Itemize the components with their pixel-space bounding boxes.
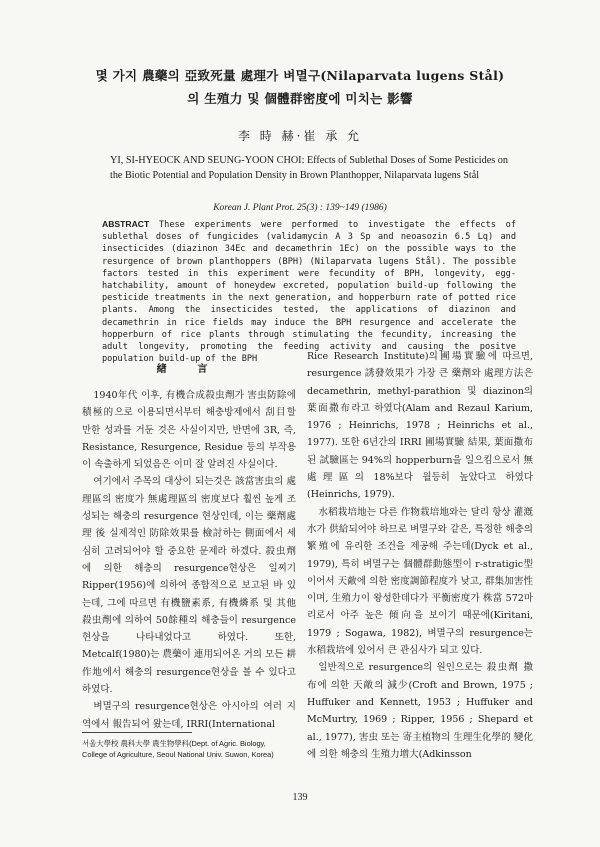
title-line-1: 몇 가지 農藥의 亞致死量 處理가 벼멸구(Nilaparvata lugens Stål): [95, 68, 505, 83]
right-paragraph-2: 水稻栽培地는 다른 作物栽培地와는 달리 항상 灌漑水가 供給되어야 하므로 벼멸구와 같은, 특정한 해충의 繁殖에 유리한 조건을 제공해 주는데(Dyck et al., 1979), 특히 벼멸구는 個體群動態型이 r-stratigic型이어서 天敵에 의한 密度調節程度가 낮고, 群集加害性이며, 生殖力이 왕성한데다가 平衡密度가 株當 572마리로서 아주 높은 傾向을 보이기 때문에(Kiritani, 1979 ; Sogawa, 1982), 벼멸구의 resurgence는 水稻栽培에 있어서 큰 관심사가 되고 있다.: [307, 506, 533, 657]
abstract: [102, 218, 516, 365]
left-paragraph-3: 벼멸구의 resurgence현상은 아시아의 여러 지역에서 報告되어 왔는데, IRRI(International: [82, 701, 296, 730]
right-paragraph-3: 일반적으로 resurgence의 원인으로는 殺虫劑 撒布에 의한 天敵의 減少(Croft and Brown, 1975 ; Huffuker and Kennett, 1953 ; Huffuker and McMurtry, 1969 ; Ripper, 1956 ; Shepard et al., 1977), 害虫 또는 寄主植物의 生理生化學的 變化에 의한 해충의 生殖力增大(Adkinsson: [307, 662, 533, 760]
abstract-text: These experiments were performed to investigate the effects of sublethal doses of fungicides (validamycin A 3 Sp and neoasozin 6.5 Lq) and insecticides (diazinon 34Ec and decamethrin 1Ec) on the possible ways to the resurgence of brown planthoppers (BPH) (Nilaparvata lugens Stål). The possible factors tested in this experiment were fecundity of BPH, longevity, egg-hatchability, amount of honeydew excreted, population build-up following the pesticide treatments in the next generation, and hopperburn rate of potted rice plants. Among the insecticides tested, the applications of diazinon and decamethrin in rice fields may induce the BPH resurgence and accelerate the hopperburn of rice plants through stimulating the fecundity, increasing the adult longevity, promoting the feeding activity and causing the positve population build-up of the BPH: [102, 220, 517, 365]
left-paragraph-1: 1940年代 이후, 有機合成殺虫劑가 害虫防除에 積極的으로 이용되면서부터 해충방제에서 刮目할 만한 성과를 거둔 것은 사실이지만, 반면에 3R, 즉, Resistance, Resurgence, Residue 등의 부작용이 속출하게 되었음은 이미 잘 알려진 사실이다.: [82, 390, 296, 471]
english-title: YI, SI-HYEOCK AND SEUNG-YOON CHOI: Effects of Sublethal Doses of Some Pesticides on the Biotic Potential and Population Density in Brown Planthopper, Nilaparvata lugens Stål: [110, 155, 508, 181]
intro-heading: 緖 言: [156, 364, 222, 375]
right-column: [307, 348, 533, 763]
footnote-line-1: 서울大學校 農科大學 農生物學科(Dept. of Agric. Biology,: [82, 739, 266, 748]
footnote-line-2: College of Agriculture, Seoul National Univ. Suwon, Korea): [82, 750, 274, 759]
page-number: 139: [292, 792, 308, 803]
abstract-label: ABSTRACT: [102, 219, 150, 229]
journal-citation: Korean J. Plant Prot. 25(3) : 139~149 (1986): [213, 203, 387, 213]
left-paragraph-2: 여기에서 주목의 대상이 되는것은 該當害虫의 處理區의 密度가 無處理區의 密度보다 훨씬 높게 조성되는 해충의 resurgence 현상인데, 이는 藥劑處理 後 실제적인 防除效果를 檢討하는 側面에서 세심히 고려되어야 할 중요한 문제라 하겠다. 殺虫劑에 의한 해충의 resurgence현상은 일찌기 Ripper(1956)에 의하여 종합적으로 보고된 바 있는데, 그에 따르면 有機鹽素系, 有機燐系 및 其他 殺虫劑에 의하여 50餘種의 해충들이 resurgence현상을 나타내었다고 하였다. 또한, Metcalf(1980)는 農藥이 連用되어온 거의 모든 耕作地에서 해충의 resurgence현상을 볼 수 있다고 하였다.: [82, 476, 296, 696]
left-column: [82, 352, 296, 733]
footnote: [82, 738, 302, 760]
right-paragraph-1: Rice Research Institute)의圃場實驗에 따르면, resurgence 誘發效果가 가장 큰 藥劑와 處理方法은 decamethrin, methyl-parathion 및 diazinon의 葉面撒布라고 하였다(Alam and Rezaul Karium, 1976 ; Heinrichs, 1978 ; Heinrichs et al., 1977). 또한 6년간의 IRRI 圃場實驗 結果, 葉面撒布된 試驗區는 94%의 hopperburn을 일으킴으로서 無處理區의 18%보다 월등히 높았다고 하였다(Heinrichs, 1979).: [307, 351, 533, 501]
footnote-rule: [82, 732, 192, 733]
title-line-2: 의 生殖力 및 個體群密度에 미치는 影響: [187, 91, 413, 106]
authors-korean: 李 時 赫·崔 承 允: [237, 129, 363, 143]
